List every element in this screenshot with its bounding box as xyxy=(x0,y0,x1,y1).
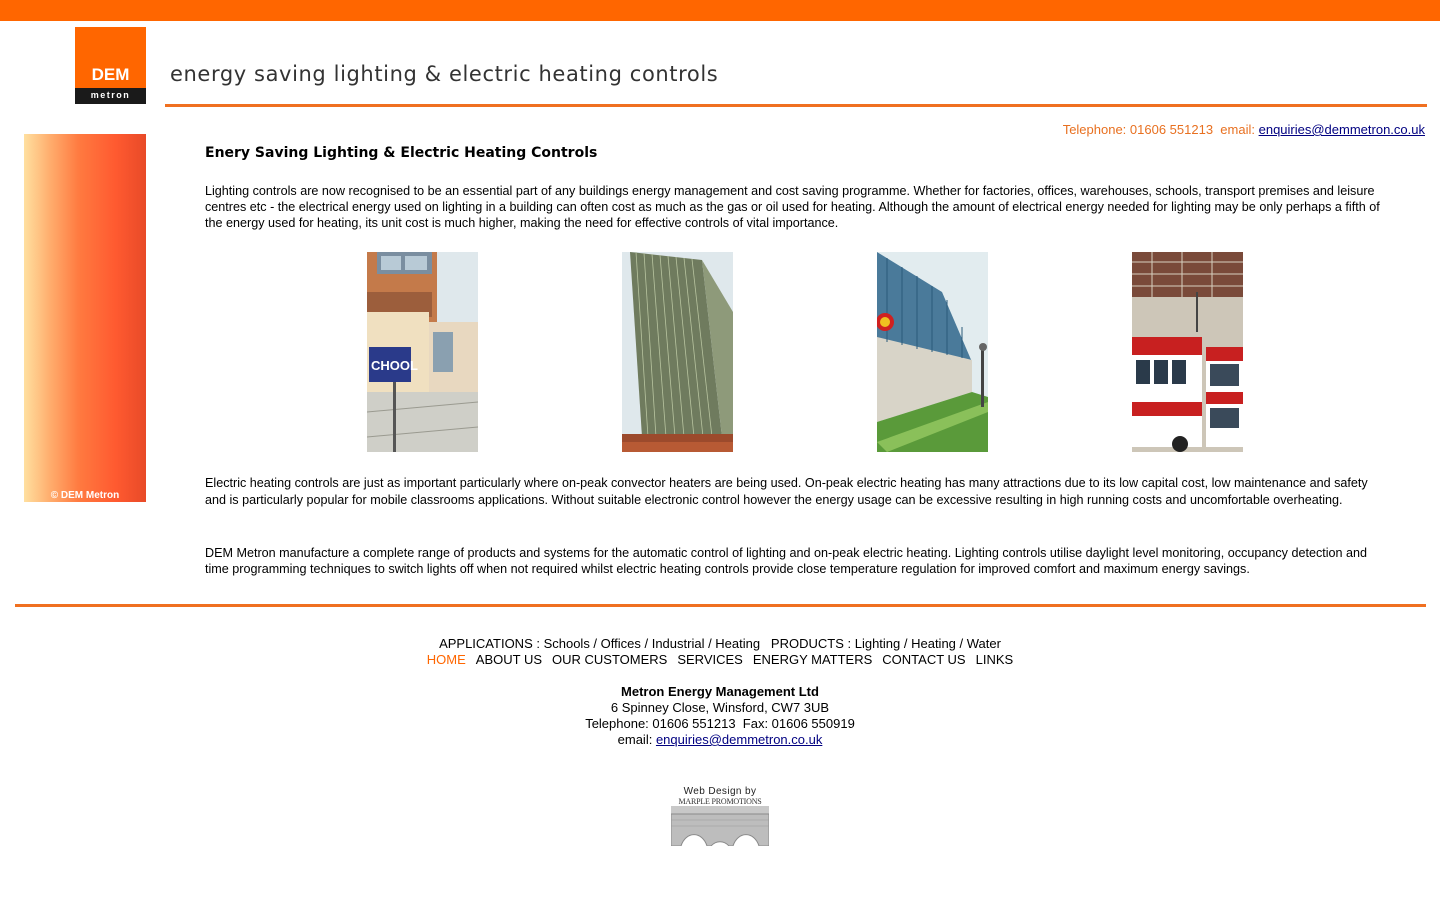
bus-depot-image xyxy=(1132,252,1243,452)
logo-metron-text: metron xyxy=(75,88,146,104)
footer-applications-products[interactable]: APPLICATIONS : Schools / Offices / Industrial / Heating PRODUCTS : Lighting / Heating / Water xyxy=(439,636,1001,651)
footer-divider xyxy=(15,604,1426,607)
side-gradient-panel xyxy=(24,134,146,502)
nav-energy-matters[interactable]: ENERGY MATTERS xyxy=(752,652,873,667)
nav-our-customers[interactable]: OUR CUSTOMERS xyxy=(552,652,668,667)
footer-address xyxy=(0,684,1440,748)
industrial-warehouse-image xyxy=(877,252,988,452)
credit-line-1: Web Design by xyxy=(683,786,757,797)
web-design-credit[interactable] xyxy=(671,786,769,848)
school-sign-text: CHOOL xyxy=(371,358,418,373)
footer-email-label: email: xyxy=(617,732,653,747)
nav-services[interactable]: SERVICES xyxy=(677,652,743,667)
credit-line-2: MARPLE PROMOTIONS xyxy=(678,797,762,806)
company-address: 6 Spinney Close, Winsford, CW7 3UB xyxy=(610,700,830,715)
dem-metron-logo[interactable] xyxy=(75,27,146,104)
heating-paragraph: Electric heating controls are just as important particularly where on-peak convector heaters are being used. On-peak electric heating has many attractions due to its low capital cost, low maintenance and safety and is particularly popular for mobile classrooms applications. Without suitable electronic control however the energy usage can be excessive resulting in high running costs and uncomfortable overheating. xyxy=(205,476,1368,507)
site-tagline: energy saving lighting & electric heating controls xyxy=(170,62,719,86)
sidebar-copyright: © DEM Metron xyxy=(50,490,120,501)
company-phone-fax: Telephone: 01606 551213 Fax: 01606 550919 xyxy=(585,716,855,731)
header-divider xyxy=(165,104,1427,107)
viaduct-logo-icon xyxy=(671,806,769,846)
nav-about-us[interactable]: ABOUT US xyxy=(475,652,543,667)
logo-dem-text: DEM xyxy=(91,65,130,84)
nav-contact-us[interactable]: CONTACT US xyxy=(882,652,966,667)
products-paragraph: DEM Metron manufacture a complete range of products and systems for the automatic control of lighting and on-peak electric heating. Lighting controls utilise daylight level monitoring, occupancy detection and time programming techniques to switch lights off when not required whilst electric heating controls provide close temperature regulation for improved comfort and maximum energy savings. xyxy=(205,546,1368,576)
office-tower-image xyxy=(622,252,733,452)
header-email-link[interactable]: enquiries@demmetron.co.uk xyxy=(1258,122,1425,137)
intro-paragraph: Lighting controls are now recognised to be an essential part of any buildings energy management and cost saving programme. Whether for factories, offices, warehouses, schools, transport premises and leisure centres etc - the electrical energy used on lighting in a building can often cost as much as the gas or oil used for heating. Although the amount of electrical energy needed for lighting may be only perhaps a fifth of the energy used for heating, its unit cost is much higher, making the need for effective controls of vital importance. xyxy=(205,184,1380,230)
top-orange-bar xyxy=(0,0,1440,21)
nav-links[interactable]: LINKS xyxy=(975,652,1014,667)
header-contact xyxy=(1063,122,1425,137)
company-name: Metron Energy Management Ltd xyxy=(621,684,819,699)
school-building-image xyxy=(367,252,478,452)
company-email-line xyxy=(0,732,1440,748)
page-title: Enery Saving Lighting & Electric Heating Controls xyxy=(205,145,598,161)
header-telephone: Telephone: 01606 551213 xyxy=(1062,122,1214,137)
footer-nav xyxy=(0,652,1440,667)
nav-home[interactable]: HOME xyxy=(426,652,466,667)
footer-email-link[interactable]: enquiries@demmetron.co.uk xyxy=(655,732,823,747)
header-email-label: email: xyxy=(1220,122,1255,137)
